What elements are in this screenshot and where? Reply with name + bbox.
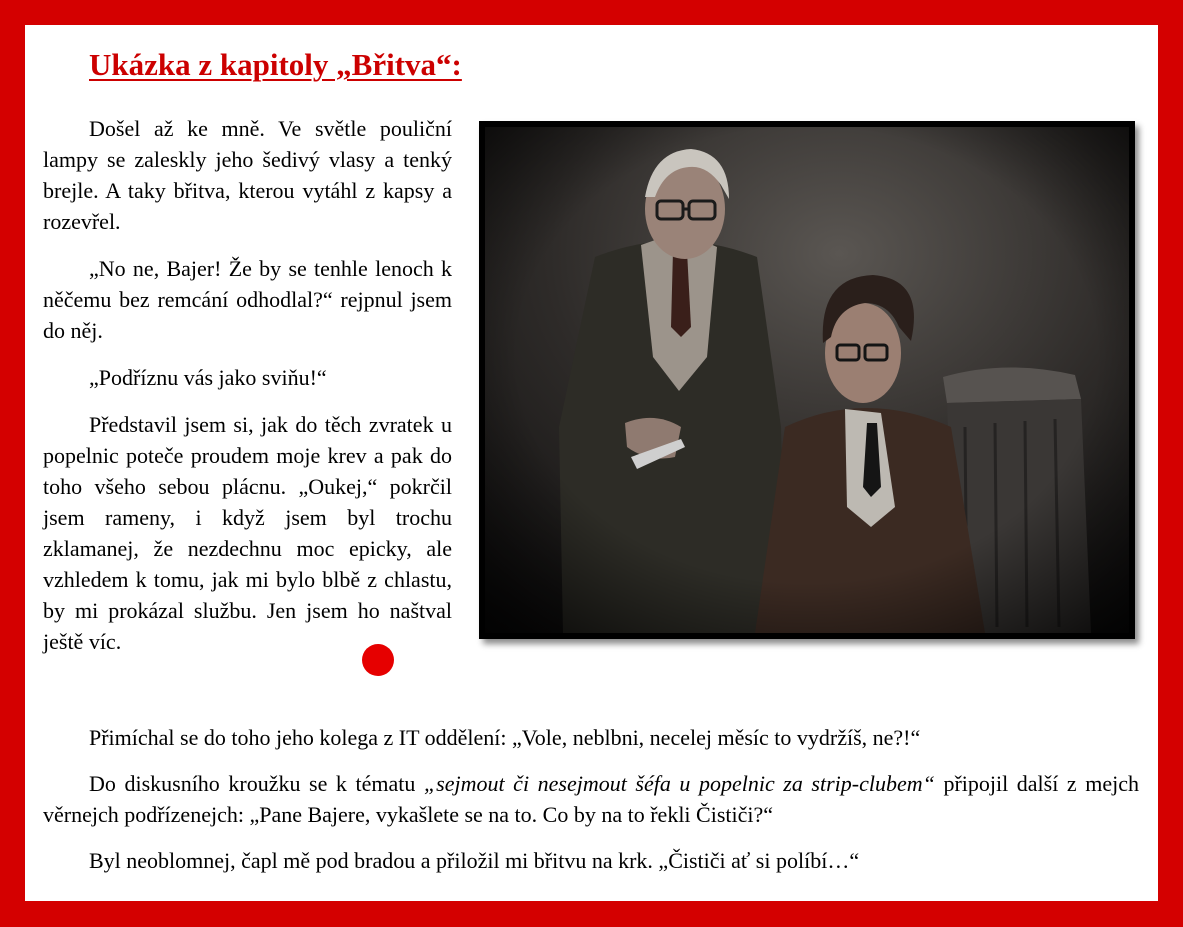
paragraph-6-intro: Do diskusního kroužku se k tématu: [89, 771, 424, 796]
bottom-text-block: [43, 722, 1139, 891]
left-text-column: [43, 113, 452, 673]
paragraph-2: „No ne, Bajer! Že by se tenhle lenoch k něčemu bez remcání odhodlal?“ rejpnul jsem do něj.: [43, 256, 452, 343]
paragraph-6-rest: připojil další z mejch věrnejch podřízenejch: „Pane Bajere, vykašlete se na to. Co by na to řekli Čističi?“: [43, 771, 1139, 827]
pointer-marker-icon: [362, 644, 394, 676]
paragraph-3: „Podříznu vás jako sviňu!“: [89, 365, 327, 390]
paragraph-5: Přimíchal se do toho jeho kolega z IT oddělení: „Vole, neblbni, necelej měsíc to vydržíš, ne?!“: [89, 725, 921, 750]
chapter-illustration: [479, 121, 1135, 639]
italic-topic-quote: „sejmout či nesejmout šéfa u popelnic za strip-clubem“: [423, 771, 935, 796]
paragraph-6: [43, 768, 1139, 830]
chapter-title: Ukázka z kapitoly „Břitva“:: [89, 47, 462, 82]
paragraph-1: Došel až ke mně. Ve světle pouliční lampy se zaleskly jeho šedivý vlasy a tenký brejle. A taky břitva, kterou vytáhl z kapsy a rozevřel.: [43, 116, 452, 234]
paragraph-7: Byl neoblomnej, čapl mě pod bradou a přiložil mi břitvu na krk. „Čističi ať si políbí…“: [89, 848, 860, 873]
illustration-drawing: [485, 127, 1129, 633]
paragraph-4: Představil jsem si, jak do těch zvratek u popelnic poteče proudem moje krev a pak do toho všeho sebou plácnu. „Oukej,“ pokrčil jsem rameny, i když jsem byl trochu zklamanej, že nezdechnu moc epicky, ale vzhledem k tomu, jak mi bylo blbě z chlastu, by mi prokázal službu. Jen jsem ho naštval ještě víc.: [43, 412, 452, 654]
document-page: [25, 25, 1158, 901]
